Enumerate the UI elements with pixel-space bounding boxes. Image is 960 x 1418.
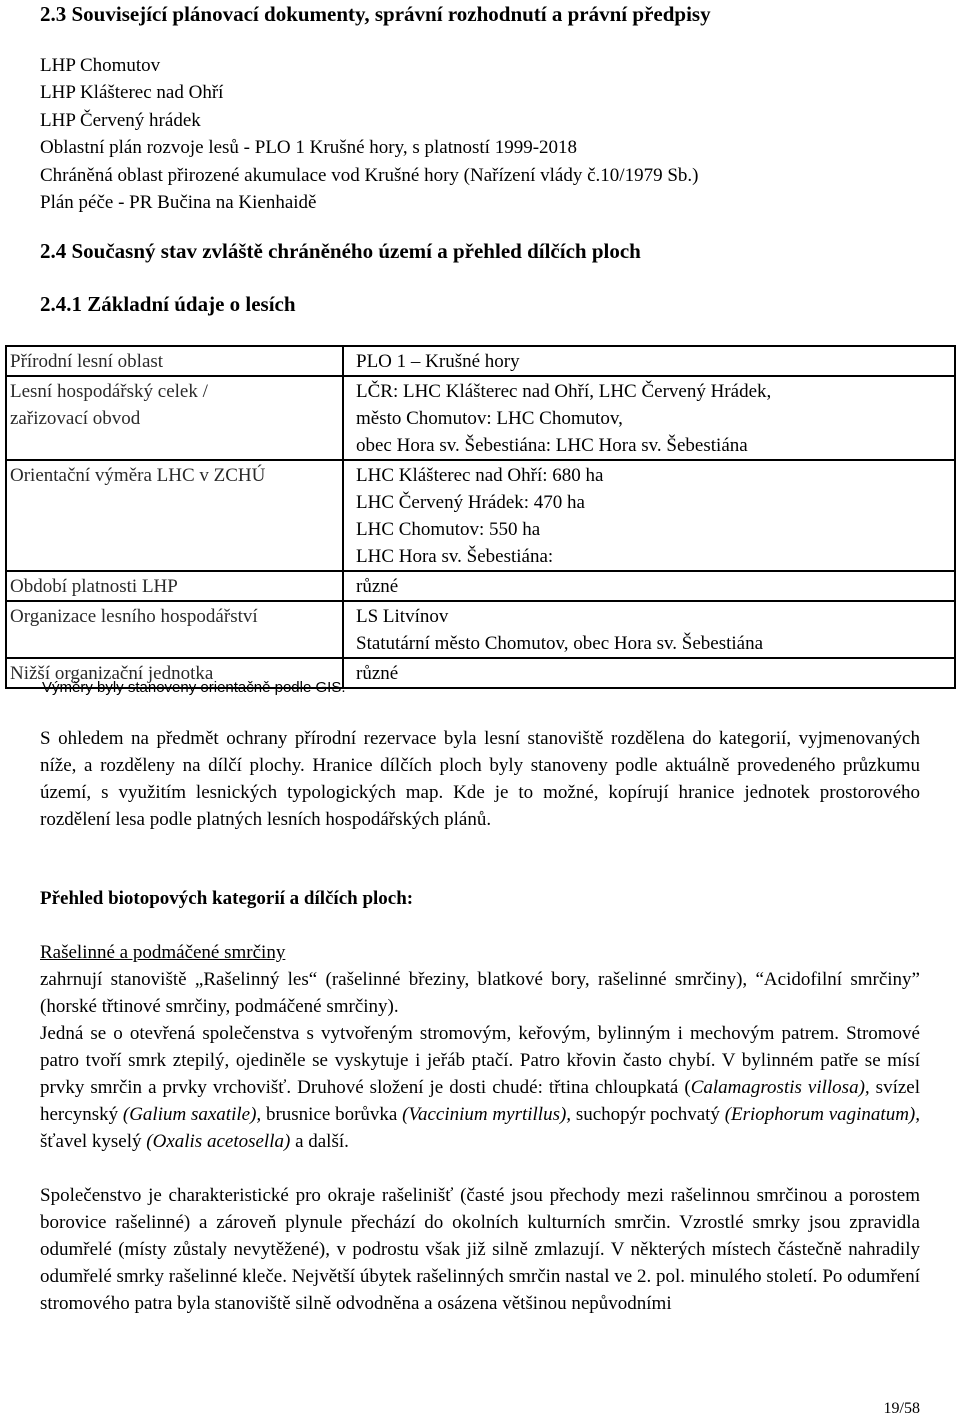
table-label-cell: Orientační výměra LHC v ZCHÚ: [6, 460, 343, 571]
document-item: LHP Chomutov: [40, 55, 161, 76]
document-item: Plán péče - PR Bučina na Kienhaidě: [40, 192, 317, 214]
value-line: LČR: LHC Klášterec nad Ohří, LHC Červený Hrádek,: [356, 381, 772, 402]
forest-info-table: [5, 345, 956, 689]
table-value-cell: různé: [343, 571, 955, 601]
section-heading-2-3: 2.3 Související plánovací dokumenty, správní rozhodnutí a právní předpisy: [40, 2, 711, 26]
label-line: Lesní hospodářský celek /: [10, 381, 208, 402]
text-run: suchopýr pochvatý: [571, 1104, 725, 1125]
table-value-cell: [343, 376, 955, 460]
table-value-cell: PLO 1 – Krušné hory: [343, 346, 955, 376]
document-item: LHP Klášterec nad Ohří: [40, 82, 224, 104]
category-title: Rašelinné a podmáčené smrčiny: [40, 942, 286, 963]
species-name: (Oxalis acetosella): [146, 1131, 291, 1152]
document-item: LHP Červený hrádek: [40, 109, 201, 131]
value-line: LHC Klášterec nad Ohří: 680 ha: [356, 465, 604, 486]
table-value-cell: různé: [343, 658, 955, 688]
table-label-cell: Nižší organizační jednotka: [6, 658, 343, 688]
page-number: 19/58: [883, 1400, 920, 1417]
text-run: brusnice borůvka: [261, 1104, 403, 1125]
text-run: Jedná se o otevřená společenstva s vytvořeným stromovým, keřovým, bylinným i mechovým patrem. Stromové patro tvoří smrk ztepilý, ojediněle se vyskytuje i jeřáb ptačí. Patro křovin často chybí. V bylinném patře se mísí prvky smrčin a prvky vrchovišť. Druhové složení je dosti chudé: třtina chloupkatá (: [40, 1023, 920, 1098]
value-line: LHC Červený Hrádek: 470 ha: [356, 492, 585, 513]
table-label-cell: Organizace lesního hospodářství: [6, 601, 343, 658]
body-paragraph: Společenstvo je charakteristické pro okraje rašelinišť (časté jsou přechody mezi rašelinnou smrčinou a porostem borovice rašelinné) a zároveň plynule přechází do okolních kulturních smrčin. Vzrostlé smrky jsou zpravidla odumřelé (místy zůstaly nevytěžené), v podrostu však již silně zmlazují. V některých místech částečně nahradily odumřelé smrky rašelinné kleče. Největší úbytek rašelinných smrčin nastal ve 2. pol. minulého století. Po odumření stromového patra byla stanoviště silně odvodněna a osázena většinou nepůvodními: [40, 1185, 920, 1314]
document-item: Chráněná oblast přirozené akumulace vod Krušné hory (Nařízení vlády č.10/1979 Sb.): [40, 164, 699, 186]
table-value-cell: [343, 601, 955, 658]
related-documents-list: [40, 52, 698, 216]
label-line: zařizovací obvod: [10, 408, 141, 429]
text-run: a další.: [290, 1131, 349, 1152]
value-line: LS Litvínov: [356, 606, 449, 627]
table-row: [6, 601, 955, 658]
table-row: [6, 460, 955, 571]
value-line: Statutární město Chomutov, obec Hora sv. Šebestiána: [356, 633, 764, 654]
value-line: obec Hora sv. Šebestiána: LHC Hora sv. Šebestiána: [356, 435, 748, 456]
overview-heading: Přehled biotopových kategorií a dílčích ploch:: [40, 888, 414, 909]
table-label-cell: Období platnosti LHP: [6, 571, 343, 601]
body-paragraph: S ohledem na předmět ochrany přírodní rezervace byla lesní stanoviště rozdělena do kategorií, vyjmenovaných níže, a rozděleny na dílčí plochy. Hranice dílčích ploch byly stanoveny podle aktuálně provedeného průzkumu území, s využitím lesnických typologických map. Kde je to možné, kopírují hranice jednotek prostorového rozdělení lesa podle platných lesních hospodářských plánů.: [40, 728, 920, 830]
table-footnote: Výměry byly stanoveny orientačně podle GIS.: [42, 679, 346, 696]
value-line: LHC Hora sv. Šebestiána:: [356, 546, 554, 567]
value-line: město Chomutov: LHC Chomutov,: [356, 408, 623, 429]
species-name: (Galium saxatile),: [122, 1104, 262, 1125]
table-row: [6, 571, 955, 601]
body-paragraph: [40, 1020, 920, 1155]
text-run: šťavel kyselý: [40, 1131, 147, 1152]
species-name: (Eriophorum vaginatum),: [724, 1104, 920, 1125]
species-name: (Vaccinium myrtillus),: [402, 1104, 572, 1125]
table-label-cell: [6, 376, 343, 460]
table-row: [6, 376, 955, 460]
section-heading-2-4-1: 2.4.1 Základní údaje o lesích: [40, 292, 296, 316]
value-line: LHC Chomutov: 550 ha: [356, 519, 541, 540]
table-label-cell: Přírodní lesní oblast: [6, 346, 343, 376]
body-paragraph: zahrnují stanoviště „Rašelinný les“ (rašelinné březiny, blatkové bory, rašelinné smrčiny), “Acidofilní smrčiny” (horské třtinové smrčiny, podmáčené smrčiny).: [40, 969, 920, 1017]
section-heading-2-4: 2.4 Současný stav zvláště chráněného území a přehled dílčích ploch: [40, 239, 641, 263]
species-name: Calamagrostis villosa),: [690, 1077, 870, 1098]
text-run: svízel hercynský: [40, 1077, 920, 1125]
table-row: [6, 346, 955, 376]
document-item: Oblastní plán rozvoje lesů - PLO 1 Krušné hory, s platností 1999-2018: [40, 137, 578, 159]
table-value-cell: [343, 460, 955, 571]
